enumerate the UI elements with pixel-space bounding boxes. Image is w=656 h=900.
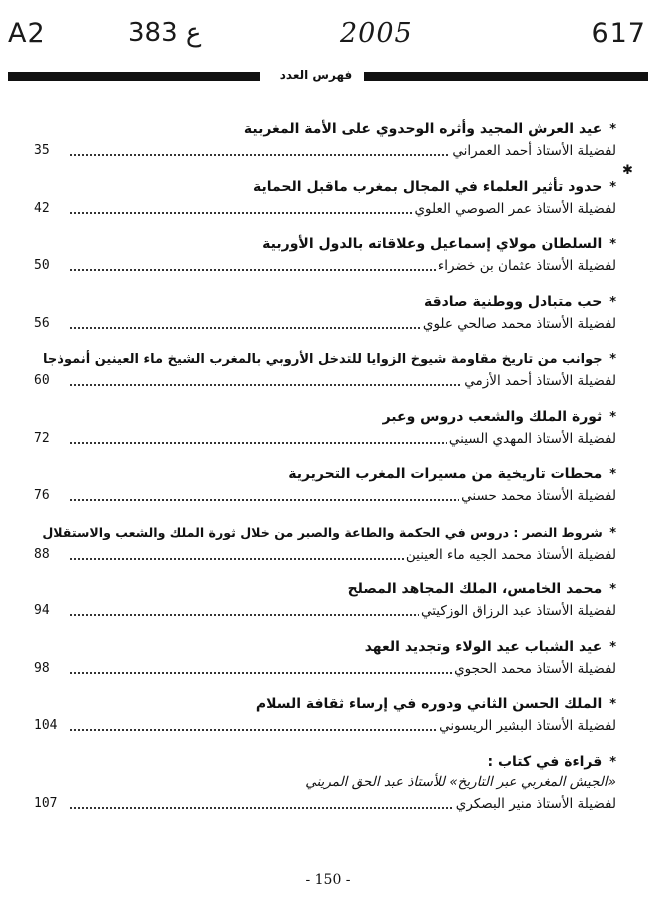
header-rule-right bbox=[364, 72, 648, 81]
toc-entry bbox=[34, 580, 616, 638]
toc-entry-title: * شروط النصر : دروس في الحكمة والطاعة والصبر من خلال ثورة الملك والشعب والاستقلال bbox=[42, 524, 616, 541]
toc-entry-page: 42 bbox=[34, 201, 68, 216]
toc-entry-author: لفضيلة الأستاذ أحمد الأزمي bbox=[464, 373, 616, 389]
toc-entry bbox=[34, 465, 616, 523]
toc-entry bbox=[34, 235, 616, 293]
toc-entry-title: * جوانب من تاريخ مقاومة شيوخ الزوايا للتدخل الأروبي بالمغرب الشيخ ماء العينين أنموذجا bbox=[43, 352, 616, 367]
toc-entry-page: 104 bbox=[34, 718, 68, 733]
stray-mark: ✱ bbox=[622, 163, 633, 178]
toc-entry-title: * عيد الشباب عيد الولاء وتجديد العهد bbox=[364, 638, 616, 655]
bullet-icon: * bbox=[609, 294, 616, 310]
toc-entry-author: لفضيلة الأستاذ المهدي السيني bbox=[448, 430, 616, 447]
toc-entry-author: لفضيلة الأستاذ منير البصكري bbox=[455, 795, 616, 812]
toc-entry-author: لفضيلة الأستاذ محمد حسني bbox=[461, 488, 616, 504]
handwritten-code-mid: 383 ع bbox=[128, 18, 202, 48]
handwritten-code-left: A2 bbox=[8, 18, 46, 49]
toc-entry-author: لفضيلة الأستاذ محمد الحجوي bbox=[454, 660, 616, 677]
toc-entry-title: * محمد الخامس، الملك المجاهد المصلح bbox=[347, 581, 616, 597]
bullet-icon: * bbox=[609, 237, 616, 252]
toc-entry bbox=[34, 178, 616, 236]
toc-entry-page: 107 bbox=[34, 796, 68, 811]
toc-entry-author: لفضيلة الأستاذ البشير الريسوني bbox=[439, 718, 616, 734]
toc-entry bbox=[34, 695, 616, 753]
toc-entry-page: 98 bbox=[34, 661, 68, 676]
bullet-icon: * bbox=[609, 467, 616, 482]
toc-entry bbox=[34, 523, 616, 581]
bullet-icon: * bbox=[609, 639, 616, 655]
toc-entry-author: لفضيلة الأستاذ عبد الرزاق الوزكيتي bbox=[420, 603, 616, 619]
toc-entry-page: 56 bbox=[34, 316, 68, 331]
header-title: فهرس العدد bbox=[279, 68, 353, 82]
toc-list bbox=[34, 120, 616, 835]
bullet-icon: * bbox=[609, 352, 616, 367]
toc-entry-author: لفضيلة الأستاذ أحمد العمراني bbox=[452, 143, 616, 159]
bullet-icon: * bbox=[609, 409, 616, 425]
toc-entry-title: * قراءة في كتاب : bbox=[487, 753, 616, 770]
toc-entry bbox=[34, 350, 616, 408]
handwritten-year: 2005 bbox=[340, 18, 413, 49]
toc-entry-title: * محطات تاريخية من مسيرات المغرب التحريرية bbox=[288, 466, 616, 482]
toc-entry-author: لفضيلة الأستاذ محمد صالحي علوي bbox=[422, 315, 616, 332]
toc-entry-title: * السلطان مولاي إسماعيل وعلاقاته بالدول الأوربية bbox=[262, 236, 616, 252]
toc-entry-page: 35 bbox=[34, 143, 68, 158]
toc-entry-subtitle: «الجيش المغربي عبر التاريخ» للأستاذ عبد الحق المريني bbox=[305, 773, 616, 790]
header-rule-left bbox=[8, 72, 260, 81]
toc-entry-page: 60 bbox=[34, 373, 68, 388]
toc-entry-page: 88 bbox=[34, 547, 68, 562]
toc-entry bbox=[34, 120, 616, 178]
bullet-icon: * bbox=[609, 525, 616, 541]
toc-entry-page: 50 bbox=[34, 258, 68, 273]
toc-entry bbox=[34, 638, 616, 696]
toc-entry-title: * ثورة الملك والشعب دروس وعبر bbox=[382, 408, 616, 425]
toc-entry bbox=[34, 753, 616, 835]
toc-entry-title: * حب متبادل ووطنية صادقة bbox=[423, 293, 616, 310]
page-number: - 150 - bbox=[305, 872, 351, 888]
toc-entry-author: لفضيلة الأستاذ محمد الجيه ماء العينين bbox=[405, 546, 616, 563]
toc-entry-author: لفضيلة الأستاذ عمر الصوصي العلوي bbox=[414, 200, 616, 217]
bullet-icon: * bbox=[609, 122, 616, 137]
toc-entry-title: * حدود تأثير العلماء في المجال بمغرب ماقبل الحماية bbox=[253, 178, 616, 195]
toc-entry-title: * الملك الحسن الثاني ودوره في إرساء ثقافة السلام bbox=[255, 696, 616, 712]
bullet-icon: * bbox=[609, 697, 616, 712]
toc-entry-page: 94 bbox=[34, 603, 68, 618]
bullet-icon: * bbox=[609, 179, 616, 195]
toc-entry-page: 72 bbox=[34, 431, 68, 446]
toc-entry-page: 76 bbox=[34, 488, 68, 503]
toc-entry bbox=[34, 293, 616, 351]
toc-entry-author: لفضيلة الأستاذ عثمان بن خضراء bbox=[437, 258, 616, 274]
bullet-icon: * bbox=[609, 754, 616, 770]
header-band bbox=[8, 68, 648, 84]
toc-entry bbox=[34, 408, 616, 466]
bullet-icon: * bbox=[609, 582, 616, 597]
toc-entry-title: * عيد العرش المجيد وأثره الوحدوي على الأمة المغربية bbox=[243, 121, 616, 137]
handwritten-code-right: 617 bbox=[591, 18, 646, 49]
